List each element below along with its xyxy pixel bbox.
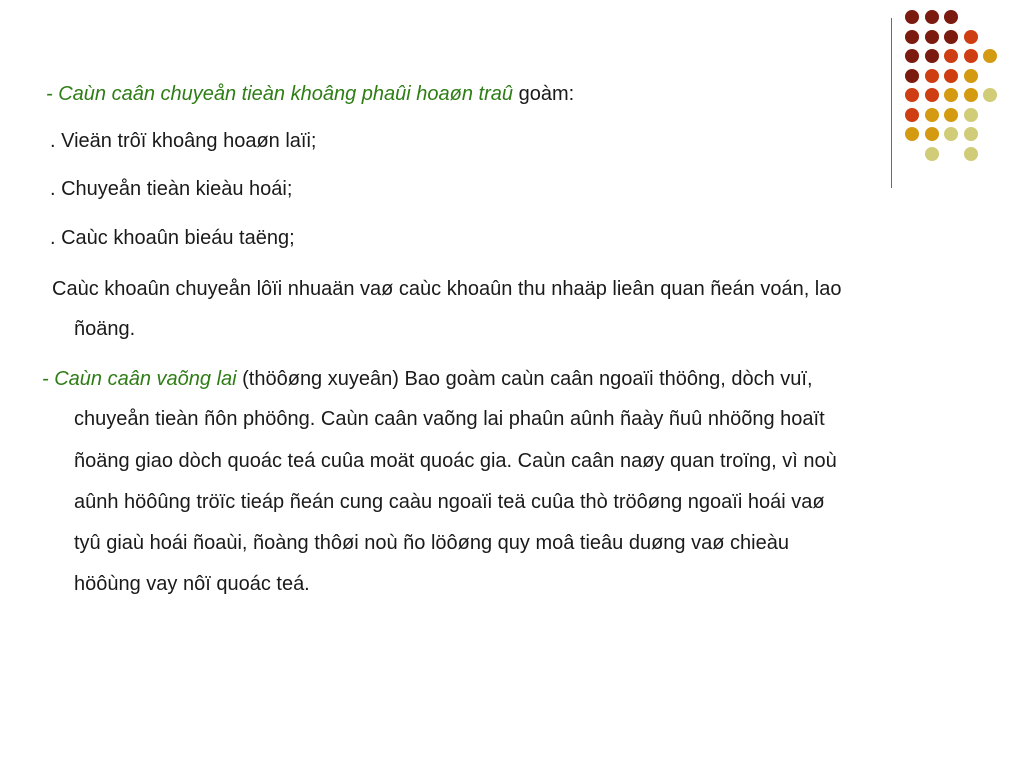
paragraph-1-title: Caùn caân chuyeån tieàn khoâng phaûi hoaøn traû <box>58 83 514 105</box>
paragraph-2-line-1: Caùc khoaûn chuyeån lôïi nhuaän vaø caùc khoaûn thu nhaäp lieân quan ñeán voán, lao <box>52 278 842 300</box>
paragraph-3-line: tyû giaù hoái ñoaùi, ñoàng thôøi noù ño löôøng quy moâ tieâu duøng vaø chieàu <box>74 532 789 554</box>
paragraph-3-lead: - <box>42 368 55 390</box>
paragraph-1-lead: - <box>46 83 59 105</box>
list-item: . Caùc khoaûn bieáu taëng; <box>50 227 295 249</box>
paragraph-3-line-1 <box>42 365 813 393</box>
list-item: . Vieän trôï khoâng hoaøn laïi; <box>50 130 317 152</box>
paragraph-1 <box>46 80 574 108</box>
paragraph-3-line: ñoäng giao dòch quoác teá cuûa moät quoác gia. Caùn caân naøy quan troïng, vì noù <box>74 450 837 472</box>
paragraph-3-title: Caùn caân vaõng lai <box>54 368 237 390</box>
paragraph-2-line-2: ñoäng. <box>74 318 136 340</box>
paragraph-3-line: höôùng vay nôï quoác teá. <box>74 573 310 595</box>
list-item: . Chuyeån tieàn kieàu hoái; <box>50 178 293 200</box>
paragraph-3-line: chuyeån tieàn ñôn phöông. Caùn caân vaõng lai phaûn aûnh ñaày ñuû nhöõng hoaït <box>74 408 825 430</box>
paragraph-1-rest: goàm: <box>513 83 575 105</box>
paragraph-3-line: aûnh höôûng tröïc tieáp ñeán cung caàu ngoaïi teä cuûa thò tröôøng ngoaïi hoái vaø <box>74 491 825 513</box>
paragraph-3-line-1-rest: (thöôøng xuyeân) Bao goàm caùn caân ngoaïi thöông, dòch vuï, <box>236 368 813 390</box>
